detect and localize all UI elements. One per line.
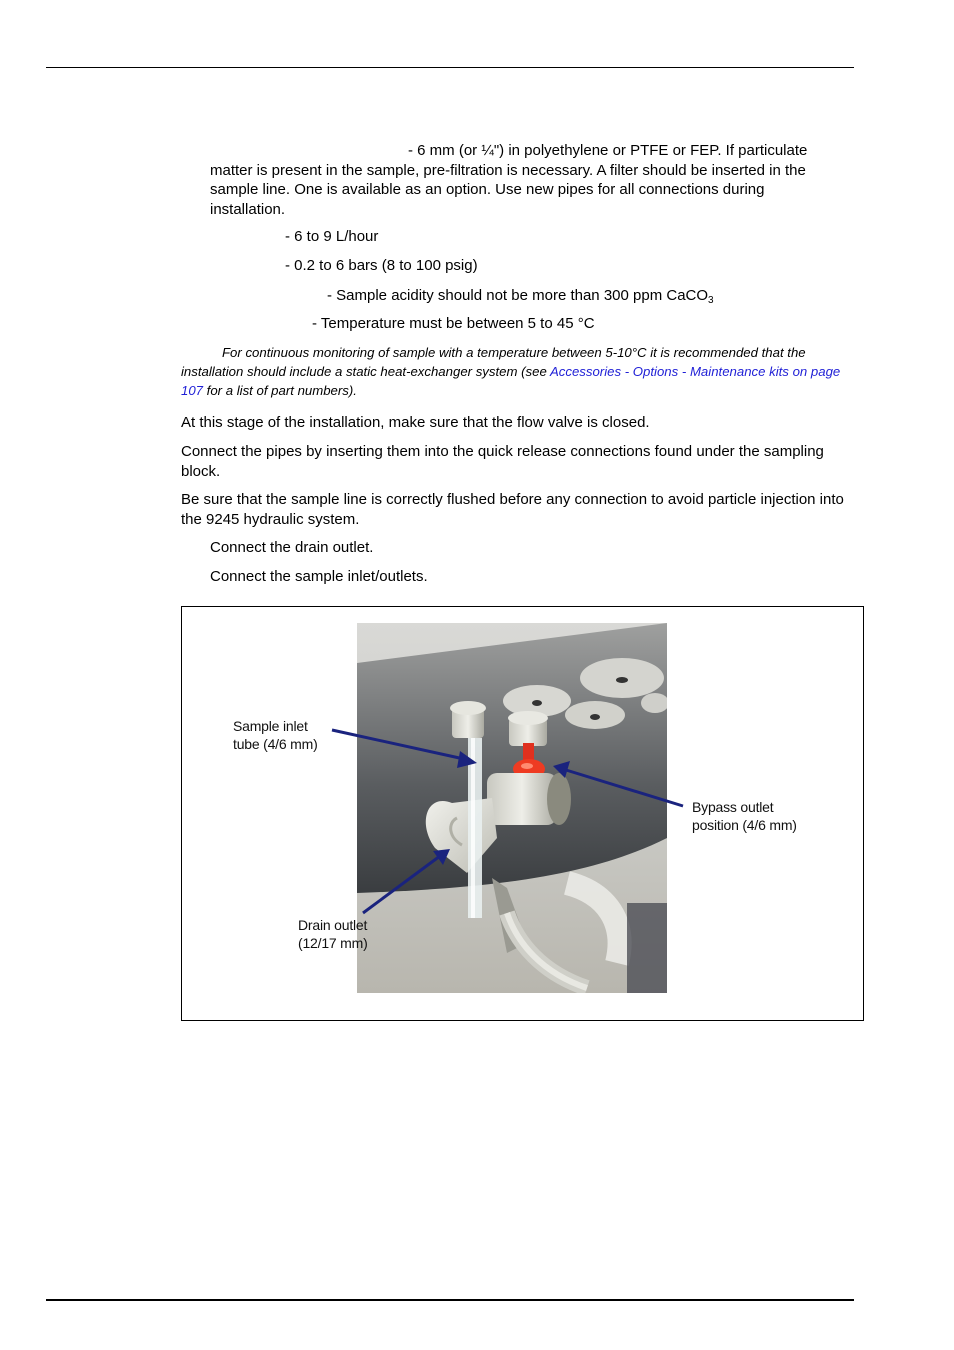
callout-inlet-line-2: tube (4/6 mm) [233,736,318,752]
acidity-spec [327,286,714,306]
pipe-spec-line-4: installation. [210,200,286,218]
acidity-subscript: 3 [708,295,714,306]
callout-drain-line-1: Drain outlet [298,917,368,933]
footer-rule [46,1299,854,1301]
temperature-spec: - Temperature must be between 5 to 45 °C [312,315,595,332]
flow-valve-paragraph: At this stage of the installation, make sure that the flow valve is closed. [181,414,650,431]
callout-bypass-line-1: Bypass outlet [692,799,774,815]
temperature-note [181,343,863,400]
callout-drain-line-2: (12/17 mm) [298,935,368,951]
sampling-block-photo [357,623,667,993]
acidity-text: - Sample acidity should not be more than 300 ppm CaCO [327,287,709,304]
note-text-after: for a list of part numbers). [203,383,357,398]
pipe-spec-line-1: - 6 mm (or ¼") in polyethylene or PTFE or FEP. If particulate [408,142,808,159]
note-text-before: For continuous monitoring of sample with a temperature between 5-10°C it is recommended that the installation should include a static heat-exchanger system (see [181,345,806,379]
accessories-link[interactable]: Accessories - Options - Maintenance kits on page 107 [181,364,841,398]
flush-paragraph: Be sure that the sample line is correctly flushed before any connection to avoid particle injection into the 9245 hydraulic system. [181,491,844,528]
step-drain-outlet: Connect the drain outlet. [210,539,374,556]
step-sample-inlet: Connect the sample inlet/outlets. [210,568,428,585]
connect-pipes-paragraph: Connect the pipes by inserting them into the quick release connections found under the sampling block. [181,443,824,480]
drain-fitting-body [487,773,557,825]
callout-inlet-line-1: Sample inlet [233,718,308,734]
callout-bypass-line-2: position (4/6 mm) [692,817,797,833]
header-rule [46,67,854,68]
pipe-spec-line-3: sample line. One is available as an option. Use new pipes for all connections during [210,181,765,198]
pipe-spec-line-2: matter is present in the sample, pre-filtration is necessary. A filter should be inserted in the [210,161,806,179]
flow-spec: - 6 to 9 L/hour [285,228,379,245]
pressure-spec: - 0.2 to 6 bars (8 to 100 psig) [285,257,478,274]
